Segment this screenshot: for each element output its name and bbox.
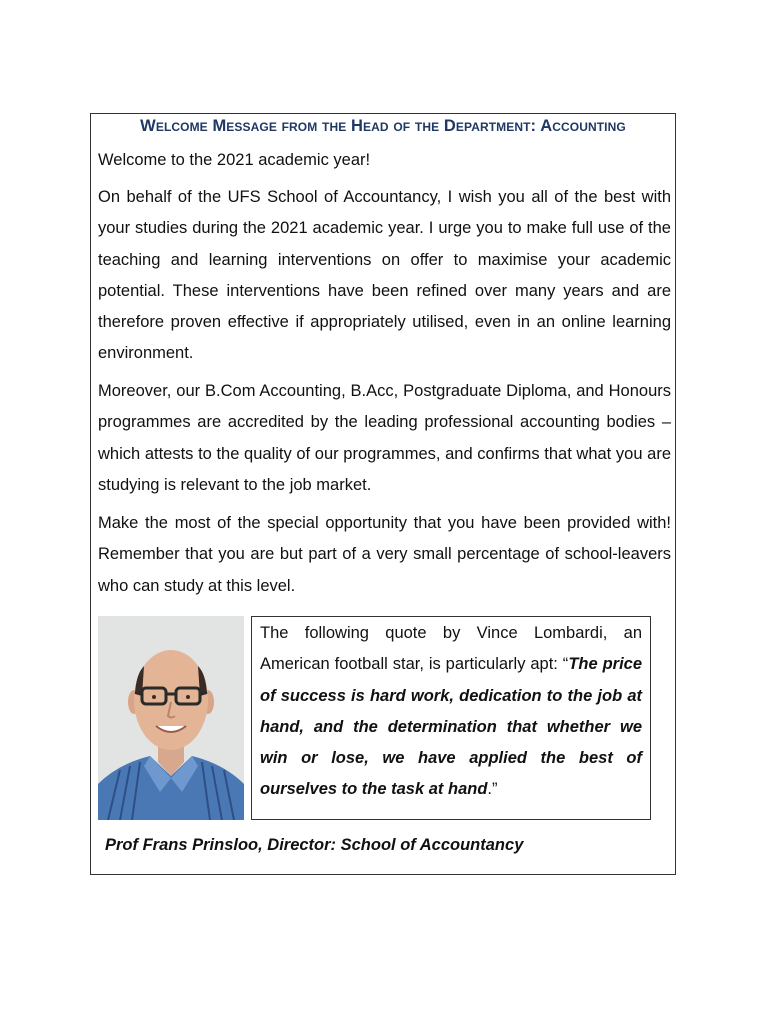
paragraph-behalf: On behalf of the UFS School of Accountancy, I wish you all of the best with your studies during the 2021 academic year. I urge you to make full use of the teaching and learning interventions on offer to maximise your academic potential. These interventions have been refined over many years and are therefore proven effective if appropriately utilised, even in an online learning environment. xyxy=(98,188,671,363)
quote-closing: .” xyxy=(487,780,498,799)
portrait-photo xyxy=(98,616,244,820)
quote-text xyxy=(260,618,642,806)
page-title: Welcome Message from the Head of the Department: Accounting xyxy=(140,117,626,135)
paragraph-accreditation: Moreover, our B.Com Accounting, B.Acc, Postgraduate Diploma, and Honours programmes are accredited by the leading professional accounting bodies – which attests to the quality of our programmes, and confirms that what you are studying is relevant to the job market. xyxy=(98,382,671,494)
paragraph-opportunity: Make the most of the special opportunity that you have been provided with! Remember that you are but part of a very small percentage of school-leavers who can study at this level. xyxy=(98,514,671,595)
message-box xyxy=(90,113,676,875)
signature: Prof Frans Prinsloo, Director: School of Accountancy xyxy=(105,836,524,854)
quote-box xyxy=(251,616,651,820)
paragraph-welcome: Welcome to the 2021 academic year! xyxy=(98,151,371,169)
quote-emphasis: The price of success is hard work, dedication to the job at hand, and the determination that whether we win or lose, we have applied the best of ourselves to the task at hand xyxy=(260,655,643,799)
quote-intro: The following quote by Vince Lombardi, an American football star, is particularly apt: “ xyxy=(260,624,642,674)
